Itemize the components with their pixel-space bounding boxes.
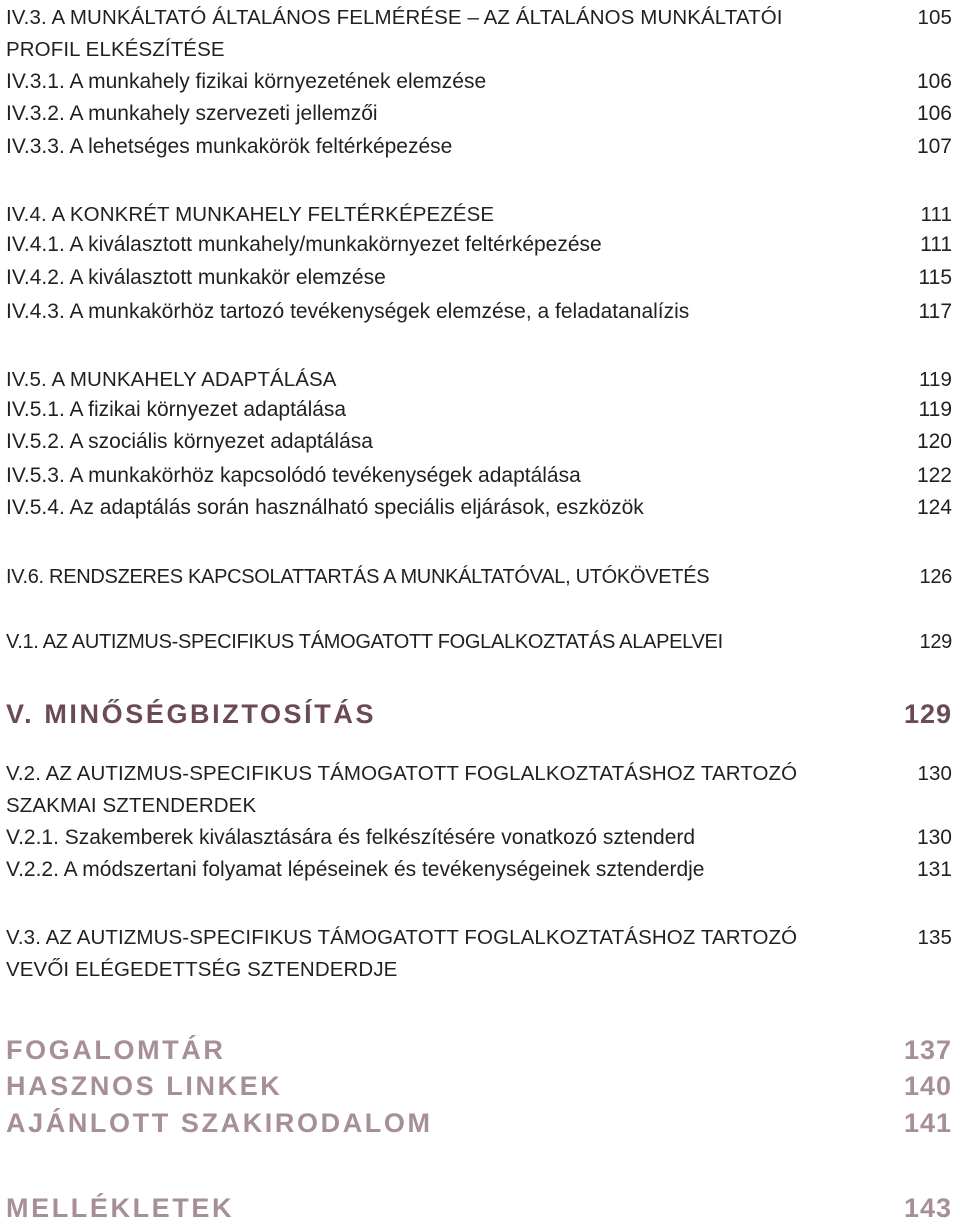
toc-entry-title: V.2.2. A módszertani folyamat lépéseinek és tevékenységeinek sztenderdje (6, 858, 705, 881)
toc-entry[interactable] (6, 822, 952, 854)
toc-entry-page: 107 (916, 135, 952, 158)
toc-entry-major[interactable] (6, 1068, 952, 1104)
toc-entry-page: 130 (917, 762, 952, 785)
toc-entry-title: HASZNOS LINKEK (6, 1071, 283, 1101)
toc-entry-title: IV.5.4. Az adaptálás során használható speciális eljárások, eszközök (6, 496, 644, 519)
toc-entry[interactable] (6, 199, 952, 231)
toc-entry-title: IV.6. RENDSZERES KAPCSOLATTARTÁS A MUNKÁLTATÓVAL, UTÓKÖVETÉS (6, 566, 710, 588)
toc-entry-page: 111 (920, 203, 952, 226)
toc-entry[interactable] (6, 492, 952, 524)
toc-entry-title: IV.3.2. A munkahely szervezeti jellemzői (6, 102, 378, 125)
toc-entry-page: 117 (918, 300, 952, 323)
toc-entry[interactable] (6, 426, 952, 458)
toc-entry-title: AJÁNLOTT SZAKIRODALOM (6, 1108, 433, 1138)
toc-entry-page: 129 (919, 631, 952, 653)
toc-entry[interactable] (6, 626, 952, 658)
toc-entry-title: IV.5. A MUNKAHELY ADAPTÁLÁSA (6, 368, 337, 391)
toc-entry[interactable] (6, 561, 952, 593)
toc-entry[interactable] (6, 364, 952, 396)
toc-entry[interactable] (6, 229, 952, 261)
toc-entry[interactable] (6, 66, 952, 98)
toc-entry-page: 137 (903, 1035, 952, 1065)
toc-entry[interactable] (6, 2, 952, 66)
toc-entry[interactable] (6, 394, 952, 426)
toc-entry-title: V.2. AZ AUTIZMUS-SPECIFIKUS TÁMOGATOTT FOGLALKOZTATÁSHOZ TARTOZÓ SZAKMAI SZTENDERDEK (6, 762, 798, 817)
toc-entry-title: IV.3.1. A munkahely fizikai környezetének elemzése (6, 70, 487, 93)
toc-entry-major[interactable] (6, 1032, 952, 1068)
toc-entry-page: 135 (917, 926, 952, 949)
toc-entry-major[interactable] (6, 1190, 952, 1226)
toc-entry-page: 140 (903, 1071, 952, 1101)
toc-entry[interactable] (6, 758, 952, 822)
toc-entry[interactable] (6, 922, 952, 986)
toc-entry-title: IV.4. A KONKRÉT MUNKAHELY FELTÉRKÉPEZÉSE (6, 203, 495, 226)
toc-entry-major[interactable] (6, 696, 952, 732)
toc-entry-page: 120 (916, 430, 952, 453)
toc-entry[interactable] (6, 296, 952, 328)
toc-entry-title: IV.5.1. A fizikai környezet adaptálása (6, 398, 347, 421)
toc-entry-page: 126 (919, 566, 952, 588)
toc-entry[interactable] (6, 854, 952, 886)
toc-entry-title: IV.3. A MUNKÁLTATÓ ÁLTALÁNOS FELMÉRÉSE – AZ ÁLTALÁNOS MUNKÁLTATÓI PROFIL ELKÉSZÍTÉSE (6, 6, 783, 61)
toc-entry[interactable] (6, 131, 952, 163)
toc-entry-title: IV.5.2. A szociális környezet adaptálása (6, 430, 373, 453)
toc-entry-title: IV.3.3. A lehetséges munkakörök feltérképezése (6, 135, 453, 158)
toc-entry-title: IV.4.3. A munkakörhöz tartozó tevékenységek elemzése, a feladatanalízis (6, 300, 690, 323)
toc-entry-title: V.2.1. Szakemberek kiválasztására és felkészítésére vonatkozó sztenderd (6, 826, 696, 849)
toc-entry[interactable] (6, 98, 952, 130)
toc-entry-title: FOGALOMTÁR (6, 1035, 226, 1065)
toc-entry-page: 131 (916, 858, 952, 881)
toc-entry-title: IV.5.3. A munkakörhöz kapcsolódó tevékenységek adaptálása (6, 464, 581, 487)
toc-entry-title: MELLÉKLETEK (6, 1193, 235, 1223)
toc-entry-page: 119 (919, 368, 952, 391)
toc-entry-page: 122 (916, 464, 952, 487)
toc-entry-page: 130 (916, 826, 952, 849)
toc-entry-title: V. MINŐSÉGBIZTOSÍTÁS (6, 699, 377, 729)
toc-entry-title: V.3. AZ AUTIZMUS-SPECIFIKUS TÁMOGATOTT FOGLALKOZTATÁSHOZ TARTOZÓ VEVŐI ELÉGEDETTSÉG SZTENDERDJE (6, 926, 798, 981)
toc-entry-page: 124 (916, 496, 952, 519)
toc-entry-page: 106 (916, 102, 952, 125)
toc-entry-page: 105 (917, 6, 952, 29)
toc-entry-title: IV.4.2. A kiválasztott munkakör elemzése (6, 266, 386, 289)
toc-entry-page: 115 (918, 266, 952, 289)
toc-entry-title: V.1. AZ AUTIZMUS-SPECIFIKUS TÁMOGATOTT FOGLALKOZTATÁS ALAPELVEI (6, 631, 723, 653)
toc-entry-title: IV.4.1. A kiválasztott munkahely/munkakörnyezet feltérképezése (6, 233, 602, 256)
toc-entry-page: 119 (918, 398, 952, 421)
toc-entry[interactable] (6, 262, 952, 294)
toc-entry-page: 111 (920, 233, 952, 256)
toc-entry-major[interactable] (6, 1105, 952, 1141)
toc-entry-page: 143 (903, 1193, 952, 1223)
toc-entry-page: 129 (903, 699, 952, 729)
toc-entry-page: 141 (903, 1108, 952, 1138)
toc-entry[interactable] (6, 460, 952, 492)
toc-entry-page: 106 (916, 70, 952, 93)
